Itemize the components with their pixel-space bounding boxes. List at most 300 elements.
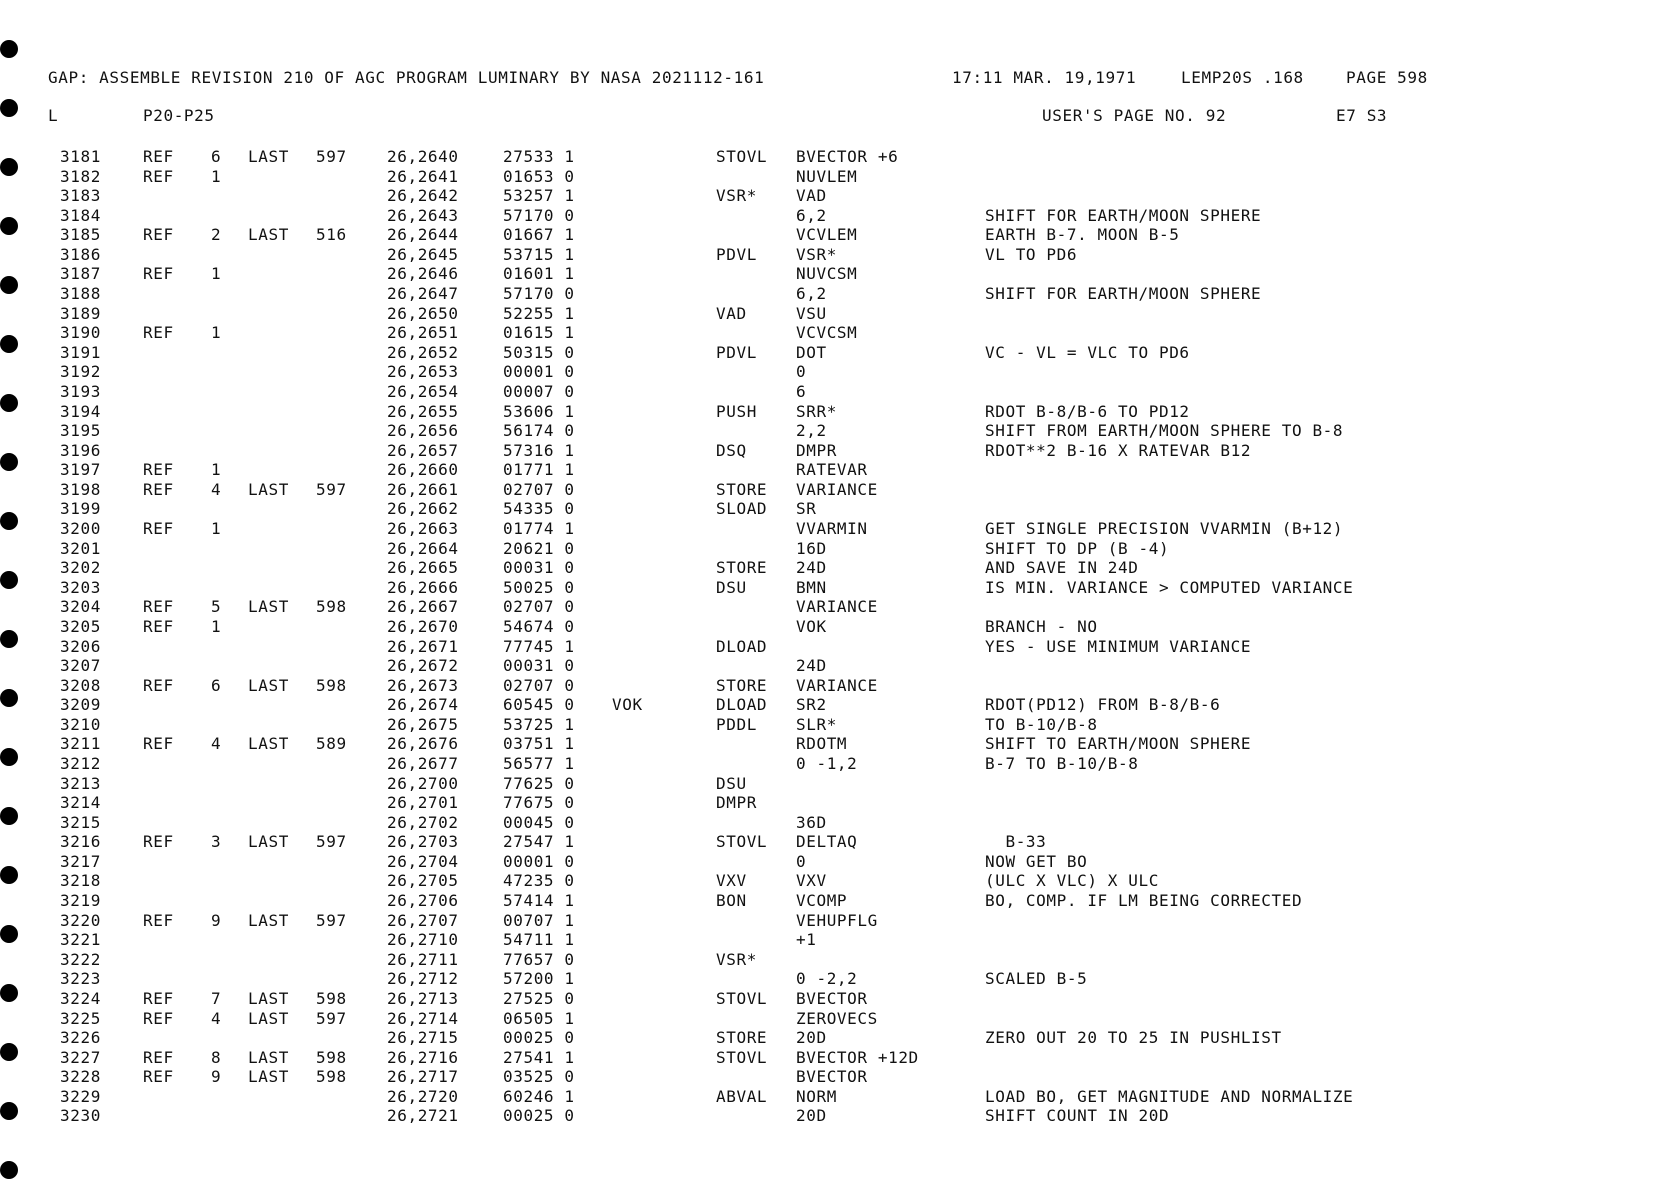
line-number: 3193 [60,381,101,401]
octal-word: 00031 0 [503,656,575,676]
memory-address: 26,2655 [387,401,459,421]
binder-hole [0,866,18,884]
operand: 24D [796,656,827,676]
line-number: 3197 [60,460,101,480]
memory-address: 26,2660 [387,460,459,480]
octal-word: 77657 0 [503,949,575,969]
ref-count: 1 [211,519,222,539]
comment: GET SINGLE PRECISION VVARMIN (B+12) [985,519,1344,539]
octal-word: 00707 1 [503,910,575,930]
operand: VCVLEM [796,225,858,245]
octal-word: 02707 0 [503,479,575,499]
comment: EARTH B-7. MOON B-5 [985,225,1180,245]
line-number: 3185 [60,225,101,245]
line-number: 3196 [60,440,101,460]
opcode: VSR* [716,949,757,969]
ref-count: 4 [211,479,222,499]
octal-word: 50315 0 [503,342,575,362]
binder-hole [0,453,18,471]
octal-word: 54674 0 [503,616,575,636]
octal-word: 53715 1 [503,244,575,264]
line-number: 3229 [60,1086,101,1106]
operand: SRR* [796,401,837,421]
comment: B-33 [985,832,1047,852]
binder-hole [0,1102,18,1120]
operand: 24D [796,558,827,578]
opcode: PDDL [716,714,757,734]
line-number: 3208 [60,675,101,695]
memory-address: 26,2666 [387,577,459,597]
opcode: DSU [716,773,747,793]
octal-word: 27547 1 [503,832,575,852]
octal-word: 01653 0 [503,166,575,186]
comment: RDOT**2 B-16 X RATEVAR B12 [985,440,1252,460]
assembly-title: GAP: ASSEMBLE REVISION 210 OF AGC PROGRAM LUMINARY BY NASA 2021112-161 [48,68,765,87]
octal-word: 77745 1 [503,636,575,656]
memory-address: 26,2702 [387,812,459,832]
line-number: 3218 [60,871,101,891]
octal-word: 03751 1 [503,734,575,754]
operand: VSU [796,303,827,323]
operand: 6 [796,381,807,401]
octal-word: 60246 1 [503,1086,575,1106]
last-keyword: LAST [248,832,289,852]
line-number: 3210 [60,714,101,734]
operand: RATEVAR [796,460,868,480]
last-keyword: LAST [248,1008,289,1028]
line-number: 3199 [60,499,101,519]
code-label: VOK [612,695,643,715]
octal-word: 06505 1 [503,1008,575,1028]
comment: SCALED B-5 [985,969,1088,989]
ref-keyword: REF [143,675,174,695]
binder-hole [0,40,18,58]
operand: NORM [796,1086,837,1106]
octal-word: 00025 0 [503,1106,575,1126]
octal-word: 53606 1 [503,401,575,421]
line-number: 3192 [60,362,101,382]
ref-count: 1 [211,166,222,186]
line-number: 3207 [60,656,101,676]
memory-address: 26,2643 [387,205,459,225]
line-number: 3186 [60,244,101,264]
opcode: STORE [716,479,768,499]
line-number: 3184 [60,205,101,225]
memory-address: 26,2662 [387,499,459,519]
binder-hole [0,689,18,707]
last-page: 597 [316,910,347,930]
last-keyword: LAST [248,734,289,754]
line-number: 3200 [60,519,101,539]
last-page: 598 [316,1047,347,1067]
comment: IS MIN. VARIANCE > COMPUTED VARIANCE [985,577,1354,597]
opcode: PDVL [716,342,757,362]
line-number: 3220 [60,910,101,930]
memory-address: 26,2664 [387,538,459,558]
memory-address: 26,2645 [387,244,459,264]
memory-address: 26,2706 [387,891,459,911]
memory-address: 26,2671 [387,636,459,656]
memory-address: 26,2654 [387,381,459,401]
octal-word: 00001 0 [503,362,575,382]
operand: VAD [796,186,827,206]
comment: SHIFT TO EARTH/MOON SPHERE [985,734,1252,754]
line-number: 3214 [60,793,101,813]
line-number: 3212 [60,753,101,773]
octal-word: 27541 1 [503,1047,575,1067]
octal-word: 02707 0 [503,597,575,617]
operand: 6,2 [796,284,827,304]
last-page: 598 [316,675,347,695]
binder-hole [0,276,18,294]
line-number: 3225 [60,1008,101,1028]
ref-keyword: REF [143,519,174,539]
last-page: 589 [316,734,347,754]
operand: NUVLEM [796,166,858,186]
octal-word: 54335 0 [503,499,575,519]
opcode: DMPR [716,793,757,813]
ref-keyword: REF [143,225,174,245]
last-keyword: LAST [248,225,289,245]
comment: AND SAVE IN 24D [985,558,1139,578]
memory-address: 26,2663 [387,519,459,539]
log-marker: L [48,106,59,125]
ref-keyword: REF [143,264,174,284]
last-keyword: LAST [248,147,289,166]
binder-hole [0,748,18,766]
ref-count: 1 [211,460,222,480]
memory-address: 26,2644 [387,225,459,245]
operand: VVARMIN [796,519,868,539]
operand: +1 [796,930,817,950]
memory-address: 26,2650 [387,303,459,323]
memory-address: 26,2651 [387,323,459,343]
comment: SHIFT FOR EARTH/MOON SPHERE [985,284,1262,304]
last-keyword: LAST [248,1067,289,1087]
memory-address: 26,2653 [387,362,459,382]
opcode: VAD [716,303,747,323]
comment: LOAD BO, GET MAGNITUDE AND NORMALIZE [985,1086,1354,1106]
operand: VARIANCE [796,675,878,695]
last-page: 597 [316,147,347,166]
operand: VCOMP [796,891,848,911]
ref-keyword: REF [143,910,174,930]
operand: VSR* [796,244,837,264]
octal-word: 57316 1 [503,440,575,460]
octal-word: 50025 0 [503,577,575,597]
memory-address: 26,2641 [387,166,459,186]
memory-address: 26,2656 [387,421,459,441]
operand: 2,2 [796,421,827,441]
ref-count: 4 [211,1008,222,1028]
octal-word: 01615 1 [503,323,575,343]
last-keyword: LAST [248,988,289,1008]
ref-count: 1 [211,616,222,636]
opcode: PUSH [716,401,757,421]
last-page: 597 [316,479,347,499]
last-keyword: LAST [248,675,289,695]
last-page: 516 [316,225,347,245]
memory-address: 26,2647 [387,284,459,304]
opcode: STORE [716,1028,768,1048]
octal-word: 47235 0 [503,871,575,891]
opcode: STOVL [716,832,768,852]
line-number: 3221 [60,930,101,950]
operand: SR2 [796,695,827,715]
opcode: DLOAD [716,695,768,715]
comment: ZERO OUT 20 TO 25 IN PUSHLIST [985,1028,1282,1048]
memory-address: 26,2665 [387,558,459,578]
memory-address: 26,2642 [387,186,459,206]
ref-count: 7 [211,988,222,1008]
line-number: 3206 [60,636,101,656]
line-number: 3215 [60,812,101,832]
ref-keyword: REF [143,166,174,186]
operand: 20D [796,1106,827,1126]
ref-count: 6 [211,147,222,166]
operand: 36D [796,812,827,832]
binder-hole [0,571,18,589]
opcode: PDVL [716,244,757,264]
ref-count: 3 [211,832,222,852]
assembly-datetime: 17:11 MAR. 19,1971 [952,68,1137,87]
operand: NUVCSM [796,264,858,284]
binder-hole [0,630,18,648]
octal-word: 27533 1 [503,147,575,166]
ref-keyword: REF [143,616,174,636]
memory-address: 26,2715 [387,1028,459,1048]
memory-address: 26,2705 [387,871,459,891]
memory-address: 26,2652 [387,342,459,362]
users-page-number: USER'S PAGE NO. 92 [1042,106,1227,125]
memory-address: 26,2675 [387,714,459,734]
octal-word: 27525 0 [503,988,575,1008]
memory-address: 26,2661 [387,479,459,499]
line-number: 3187 [60,264,101,284]
binder-hole [0,1161,18,1179]
octal-word: 01774 1 [503,519,575,539]
memory-address: 26,2676 [387,734,459,754]
last-page: 598 [316,988,347,1008]
operand: BVECTOR +12D [796,1047,919,1067]
line-number: 3211 [60,734,101,754]
line-number: 3205 [60,616,101,636]
octal-word: 60545 0 [503,695,575,715]
line-number: 3216 [60,832,101,852]
ref-keyword: REF [143,1008,174,1028]
opcode: STOVL [716,1047,768,1067]
binder-hole [0,335,18,353]
octal-word: 53257 1 [503,186,575,206]
binder-hole [0,1043,18,1061]
operand: SLR* [796,714,837,734]
line-number: 3224 [60,988,101,1008]
last-page: 597 [316,1008,347,1028]
octal-word: 77675 0 [503,793,575,813]
octal-word: 57200 1 [503,969,575,989]
line-number: 3226 [60,1028,101,1048]
ref-keyword: REF [143,147,174,166]
operand: VARIANCE [796,597,878,617]
octal-word: 03525 0 [503,1067,575,1087]
memory-address: 26,2720 [387,1086,459,1106]
ref-count: 9 [211,910,222,930]
opcode: STORE [716,558,768,578]
comment: RDOT(PD12) FROM B-8/B-6 [985,695,1221,715]
octal-word: 00025 0 [503,1028,575,1048]
octal-word: 00045 0 [503,812,575,832]
ref-keyword: REF [143,479,174,499]
binder-hole [0,984,18,1002]
binder-hole [0,512,18,530]
memory-address: 26,2701 [387,793,459,813]
binder-hole [0,217,18,235]
comment: B-7 TO B-10/B-8 [985,753,1139,773]
ref-keyword: REF [143,832,174,852]
line-number: 3202 [60,558,101,578]
memory-address: 26,2711 [387,949,459,969]
operand: VEHUPFLG [796,910,878,930]
operand: BVECTOR [796,988,868,1008]
line-number: 3191 [60,342,101,362]
ref-count: 1 [211,323,222,343]
comment: SHIFT COUNT IN 20D [985,1106,1170,1126]
ref-count: 4 [211,734,222,754]
octal-word: 56174 0 [503,421,575,441]
octal-word: 02707 0 [503,675,575,695]
line-number: 3198 [60,479,101,499]
ref-keyword: REF [143,323,174,343]
operand: 20D [796,1028,827,1048]
line-number: 3227 [60,1047,101,1067]
memory-address: 26,2707 [387,910,459,930]
line-number: 3219 [60,891,101,911]
opcode: STORE [716,675,768,695]
comment: NOW GET BO [985,851,1088,871]
opcode: VXV [716,871,747,891]
ref-count: 1 [211,264,222,284]
octal-word: 57170 0 [503,284,575,304]
ref-count: 6 [211,675,222,695]
operand: 16D [796,538,827,558]
ref-keyword: REF [143,460,174,480]
line-number: 3183 [60,186,101,206]
memory-address: 26,2700 [387,773,459,793]
operand: BVECTOR [796,1067,868,1087]
opcode: DLOAD [716,636,768,656]
operand: VCVCSM [796,323,858,343]
octal-word: 52255 1 [503,303,575,323]
octal-word: 00001 0 [503,851,575,871]
line-number: 3209 [60,695,101,715]
binder-hole [0,925,18,943]
page-number: PAGE 598 [1346,68,1428,87]
octal-word: 01667 1 [503,225,575,245]
comment: SHIFT FOR EARTH/MOON SPHERE [985,205,1262,225]
memory-address: 26,2646 [387,264,459,284]
memory-address: 26,2717 [387,1067,459,1087]
opcode: STOVL [716,988,768,1008]
operand: DOT [796,342,827,362]
opcode: SLOAD [716,499,768,519]
operand: RDOTM [796,734,848,754]
operand: 0 [796,362,807,382]
opcode: DSU [716,577,747,597]
line-number: 3189 [60,303,101,323]
octal-word: 20621 0 [503,538,575,558]
operand: 6,2 [796,205,827,225]
opcode: BON [716,891,747,911]
line-number: 3228 [60,1067,101,1087]
memory-address: 26,2712 [387,969,459,989]
octal-word: 54711 1 [503,930,575,950]
last-page: 597 [316,832,347,852]
opcode: ABVAL [716,1086,768,1106]
last-page: 598 [316,597,347,617]
operand: 0 -2,2 [796,969,858,989]
ref-count: 5 [211,597,222,617]
ref-keyword: REF [143,734,174,754]
ref-keyword: REF [143,597,174,617]
line-number: 3190 [60,323,101,343]
octal-word: 53725 1 [503,714,575,734]
memory-address: 26,2674 [387,695,459,715]
last-keyword: LAST [248,597,289,617]
comment: VC - VL = VLC TO PD6 [985,342,1190,362]
memory-address: 26,2667 [387,597,459,617]
octal-word: 00031 0 [503,558,575,578]
memory-address: 26,2657 [387,440,459,460]
memory-address: 26,2670 [387,616,459,636]
line-number: 3188 [60,284,101,304]
octal-word: 00007 0 [503,381,575,401]
opcode: DSQ [716,440,747,460]
line-number: 3213 [60,773,101,793]
memory-address: 26,2704 [387,851,459,871]
comment: YES - USE MINIMUM VARIANCE [985,636,1252,656]
comment: BRANCH - NO [985,616,1098,636]
ref-count: 2 [211,225,222,245]
ref-keyword: REF [143,1067,174,1087]
last-keyword: LAST [248,479,289,499]
octal-word: 57414 1 [503,891,575,911]
binder-hole [0,394,18,412]
octal-word: 57170 0 [503,205,575,225]
section-name: P20-P25 [143,106,215,125]
comment: (ULC X VLC) X ULC [985,871,1159,891]
listing-name: LEMP20S .168 [1181,68,1304,87]
last-page: 598 [316,1067,347,1087]
memory-address: 26,2714 [387,1008,459,1028]
line-number: 3222 [60,949,101,969]
operand: 0 -1,2 [796,753,858,773]
operand: ZEROVECS [796,1008,878,1028]
comment: TO B-10/B-8 [985,714,1098,734]
opcode: STOVL [716,147,768,166]
ref-keyword: REF [143,988,174,1008]
memory-address: 26,2673 [387,675,459,695]
last-keyword: LAST [248,1047,289,1067]
operand: DMPR [796,440,837,460]
line-number: 3204 [60,597,101,617]
operand: VXV [796,871,827,891]
memory-address: 26,2672 [387,656,459,676]
line-number: 3194 [60,401,101,421]
memory-address: 26,2640 [387,147,459,166]
line-number: 3217 [60,851,101,871]
memory-address: 26,2677 [387,753,459,773]
line-number: 3230 [60,1106,101,1126]
